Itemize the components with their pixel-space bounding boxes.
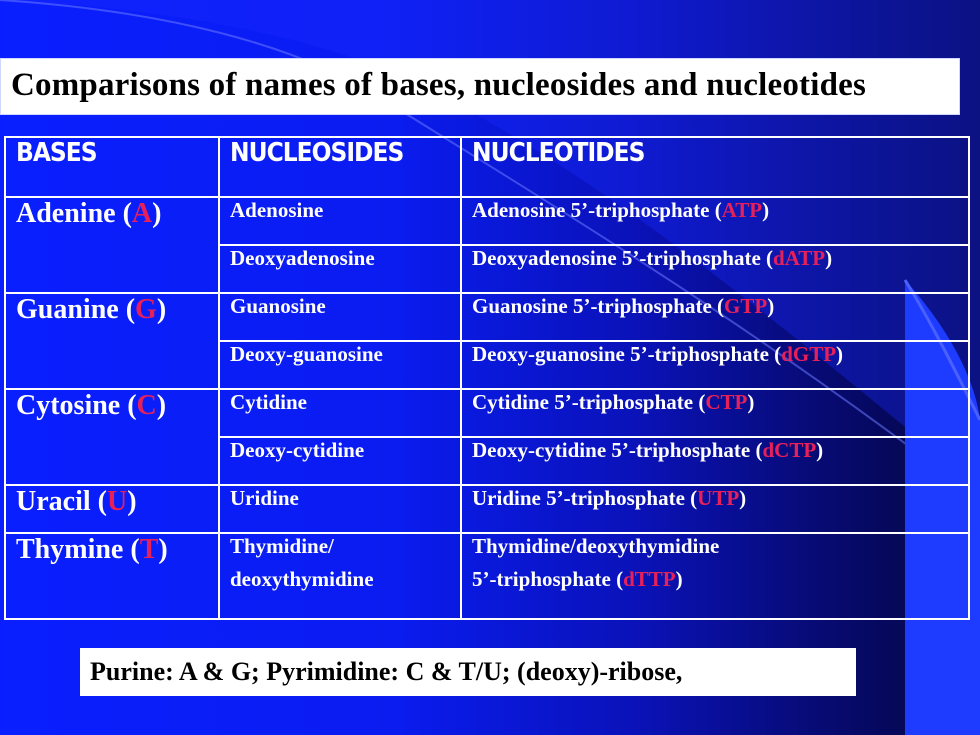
nucleotide-name: Deoxyadenosine 5’-triphosphate ( [472, 246, 774, 270]
close-paren: ) [156, 390, 167, 421]
base-name: Thymine ( [16, 534, 140, 565]
base-cell [5, 533, 219, 619]
nucleoside-cell: Deoxy-guanosine [219, 341, 461, 389]
nucleoside-cell: Uridine [219, 485, 461, 533]
header-row [5, 137, 969, 197]
table-row [5, 389, 969, 437]
close-paren: ) [836, 342, 844, 366]
nucleotide-name: Uridine 5’-triphosphate ( [472, 486, 698, 510]
nucleotide-abbr: GTP [724, 294, 768, 318]
close-paren: ) [158, 534, 168, 565]
base-abbr: T [139, 534, 159, 565]
header-bases: BASES [5, 137, 219, 197]
base-abbr: C [136, 390, 157, 421]
close-paren: ) [739, 486, 747, 510]
nucleotide-abbr: CTP [705, 390, 748, 414]
nucleoside-cell: Guanosine [219, 293, 461, 341]
nucleotide-abbr: ATP [721, 198, 763, 222]
close-paren: ) [767, 294, 775, 318]
page-title: Comparisons of names of bases, nucleosides and nucleotides [11, 67, 867, 103]
close-paren: ) [816, 438, 824, 462]
nucleoside-cell [219, 533, 461, 619]
nucleotide-cell [461, 485, 969, 533]
header-nucleotides: NUCLEOTIDES [461, 137, 969, 197]
header-nucleosides: NUCLEOSIDES [219, 137, 461, 197]
close-paren: ) [152, 198, 162, 229]
nucleotide-cell [461, 437, 969, 485]
nucleotide-name: Deoxy-cytidine 5’-triphosphate ( [472, 438, 763, 462]
base-cell [5, 389, 219, 485]
nucleotide-cell [461, 341, 969, 389]
close-paren: ) [675, 567, 683, 591]
base-abbr: U [106, 486, 128, 517]
nucleotide-cell [461, 197, 969, 245]
nucleotide-name: Guanosine 5’-triphosphate ( [472, 294, 725, 318]
table-row [5, 197, 969, 245]
close-paren: ) [747, 390, 755, 414]
footer-box [80, 648, 856, 696]
nucleotide-cell [461, 245, 969, 293]
nucleoside-cell: Cytidine [219, 389, 461, 437]
base-name: Adenine ( [16, 198, 132, 229]
nucleotide-name: Deoxy-guanosine 5’-triphosphate ( [472, 342, 782, 366]
footer-note: Purine: A & G; Pyrimidine: C & T/U; (deoxy)-ribose, [90, 657, 683, 686]
close-paren: ) [825, 246, 833, 270]
nucleoside-cell: Adenosine [219, 197, 461, 245]
nucleotide-abbr: dGTP [781, 342, 837, 366]
table-row [5, 485, 969, 533]
nucleotide-line-2 [472, 567, 968, 592]
base-cell [5, 293, 219, 389]
nucleoside-cell: Deoxyadenosine [219, 245, 461, 293]
nucleotide-cell [461, 533, 969, 619]
nucleoside-line-2: deoxythymidine [230, 567, 374, 591]
nucleotide-name: Adenosine 5’-triphosphate ( [472, 198, 722, 222]
close-paren: ) [127, 486, 137, 517]
base-abbr: G [135, 294, 157, 325]
nucleotide-cell [461, 389, 969, 437]
nucleotide-name: Cytidine 5’-triphosphate ( [472, 390, 706, 414]
comparison-table [4, 136, 970, 620]
nucleoside-line-1: Thymidine/ [230, 534, 334, 558]
nucleotide-line-1: Thymidine/deoxythymidine [472, 534, 720, 558]
nucleotide-cell [461, 293, 969, 341]
close-paren: ) [156, 294, 167, 325]
base-abbr: A [131, 198, 153, 229]
base-cell [5, 485, 219, 533]
base-name: Guanine ( [16, 294, 136, 325]
base-name: Cytosine ( [16, 390, 137, 421]
title-box [0, 58, 960, 115]
nucleotide-abbr: dATP [773, 246, 826, 270]
close-paren: ) [762, 198, 770, 222]
nucleotide-abbr: dCTP [762, 438, 817, 462]
nucleotide-abbr: UTP [697, 486, 740, 510]
table-row [5, 293, 969, 341]
table-row [5, 533, 969, 619]
base-cell [5, 197, 219, 293]
nucleoside-cell: Deoxy-cytidine [219, 437, 461, 485]
base-name: Uracil ( [16, 486, 107, 517]
nucleotide-abbr: dTTP [623, 567, 676, 591]
nucleotide-name: 5’-triphosphate ( [472, 567, 624, 591]
